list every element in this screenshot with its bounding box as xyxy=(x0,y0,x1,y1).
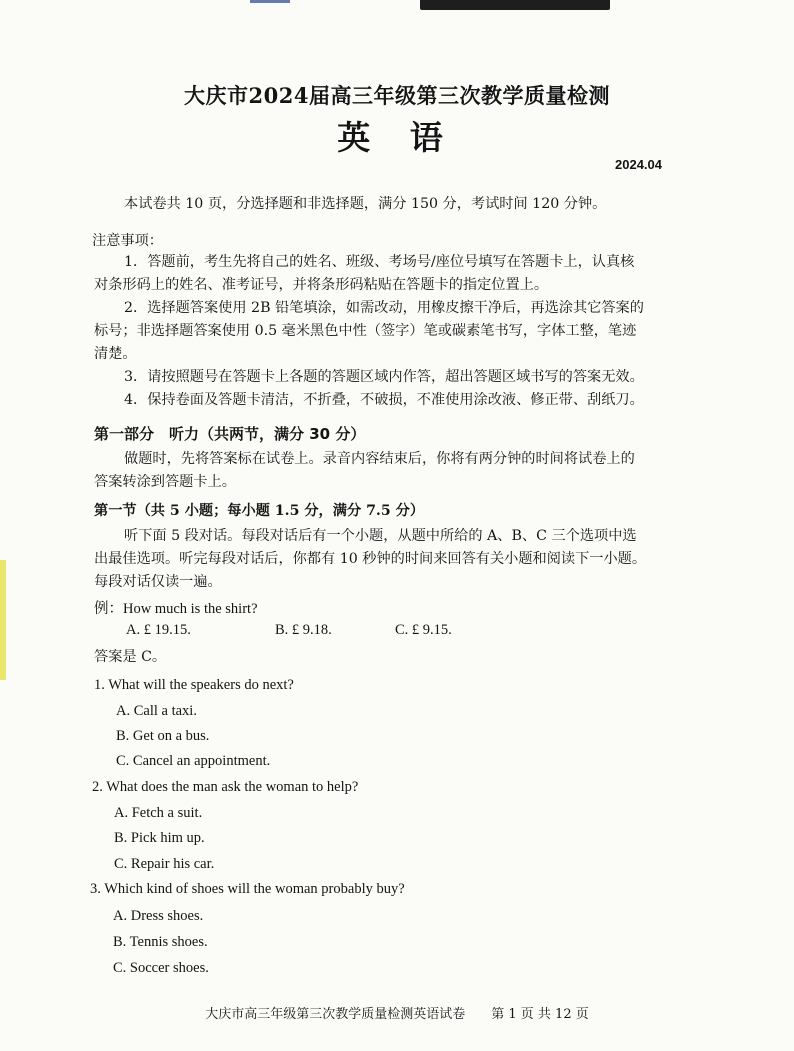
notes-line: 2．选择题答案使用 2B 铅笔填涂，如需改动，用橡皮擦干净后，再选涂其它答案的 xyxy=(124,300,644,316)
notes-line: 4．保持卷面及答题卡清洁，不折叠，不破损，不准使用涂改液、修正带、刮纸刀。 xyxy=(124,392,644,408)
intro-text: 本试卷共 10 页，分选择题和非选择题，满分 150 分，考试时间 120 分钟。 xyxy=(124,196,607,212)
question-3-option-b: B. Tennis shoes. xyxy=(113,934,208,950)
scan-artifact xyxy=(420,0,610,10)
question-1-option-a: A. Call a taxi. xyxy=(116,703,197,719)
notes-line: 清楚。 xyxy=(94,346,137,362)
question-2: 2. What does the man ask the woman to help? xyxy=(92,779,359,795)
question-2-option-c: C. Repair his car. xyxy=(114,856,215,872)
exam-title: 大庆市2024届高三年级第三次教学质量检测 xyxy=(184,83,610,108)
page-footer: 大庆市高三年级第三次教学质量检测英语试卷 第 1 页 共 12 页 xyxy=(205,1007,589,1022)
example-question: 例：How much is the shirt? xyxy=(94,601,258,617)
question-3-option-a: A. Dress shoes. xyxy=(113,908,204,924)
question-1-option-c: C. Cancel an appointment. xyxy=(116,753,271,769)
example-option: A. £ 19.15. xyxy=(126,622,191,638)
part1-desc-line: 答案转涂到答题卡上。 xyxy=(94,474,236,490)
subject-title: 英 语 xyxy=(337,118,457,157)
exam-date: 2024.04 xyxy=(615,157,662,172)
example-answer: 答案是 C。 xyxy=(94,649,167,665)
example-option: C. £ 9.15. xyxy=(395,622,452,638)
question-3: 3. Which kind of shoes will the woman probably buy? xyxy=(90,881,405,897)
question-1-option-b: B. Get on a bus. xyxy=(116,728,210,744)
section1-desc-line: 每段对话仅读一遍。 xyxy=(94,574,222,590)
notes-line: 对条形码上的姓名、准考证号，并将条形码粘贴在答题卡的指定位置上。 xyxy=(94,277,549,293)
section1-heading: 第一节（共 5 小题；每小题 1.5 分，满分 7.5 分） xyxy=(94,503,425,519)
section1-desc-line: 出最佳选项。听完每段对话后，你都有 10 秒钟的时间来回答有关小题和阅读下一小题。 xyxy=(94,551,647,567)
part1-desc-line: 做题时，先将答案标在试卷上。录音内容结束后，你将有两分钟的时间将试卷上的 xyxy=(124,451,635,467)
question-3-option-c: C. Soccer shoes. xyxy=(113,960,209,976)
scan-artifact xyxy=(250,0,290,3)
question-2-option-b: B. Pick him up. xyxy=(114,830,205,846)
scan-edge-artifact xyxy=(0,560,6,680)
notes-line: 3．请按照题号在答题卡上各题的答题区域内作答，超出答题区域书写的答案无效。 xyxy=(124,369,644,385)
section1-desc-line: 听下面 5 段对话。每段对话后有一个小题，从题中所给的 A、B、C 三个选项中选 xyxy=(124,528,637,544)
notes-line: 标号；非选择题答案使用 0.5 毫米黑色中性（签字）笔或碳素笔书写，字体工整，笔迹 xyxy=(94,323,637,339)
question-1: 1. What will the speakers do next? xyxy=(94,677,294,693)
part1-heading: 第一部分 听力（共两节，满分 30 分） xyxy=(94,425,366,443)
example-option: B. £ 9.18. xyxy=(275,622,332,638)
notes-line: 1．答题前，考生先将自己的姓名、班级、考场号/座位号填写在答题卡上，认真核 xyxy=(124,254,635,270)
notes-heading: 注意事项： xyxy=(92,233,163,249)
question-2-option-a: A. Fetch a suit. xyxy=(114,805,203,821)
